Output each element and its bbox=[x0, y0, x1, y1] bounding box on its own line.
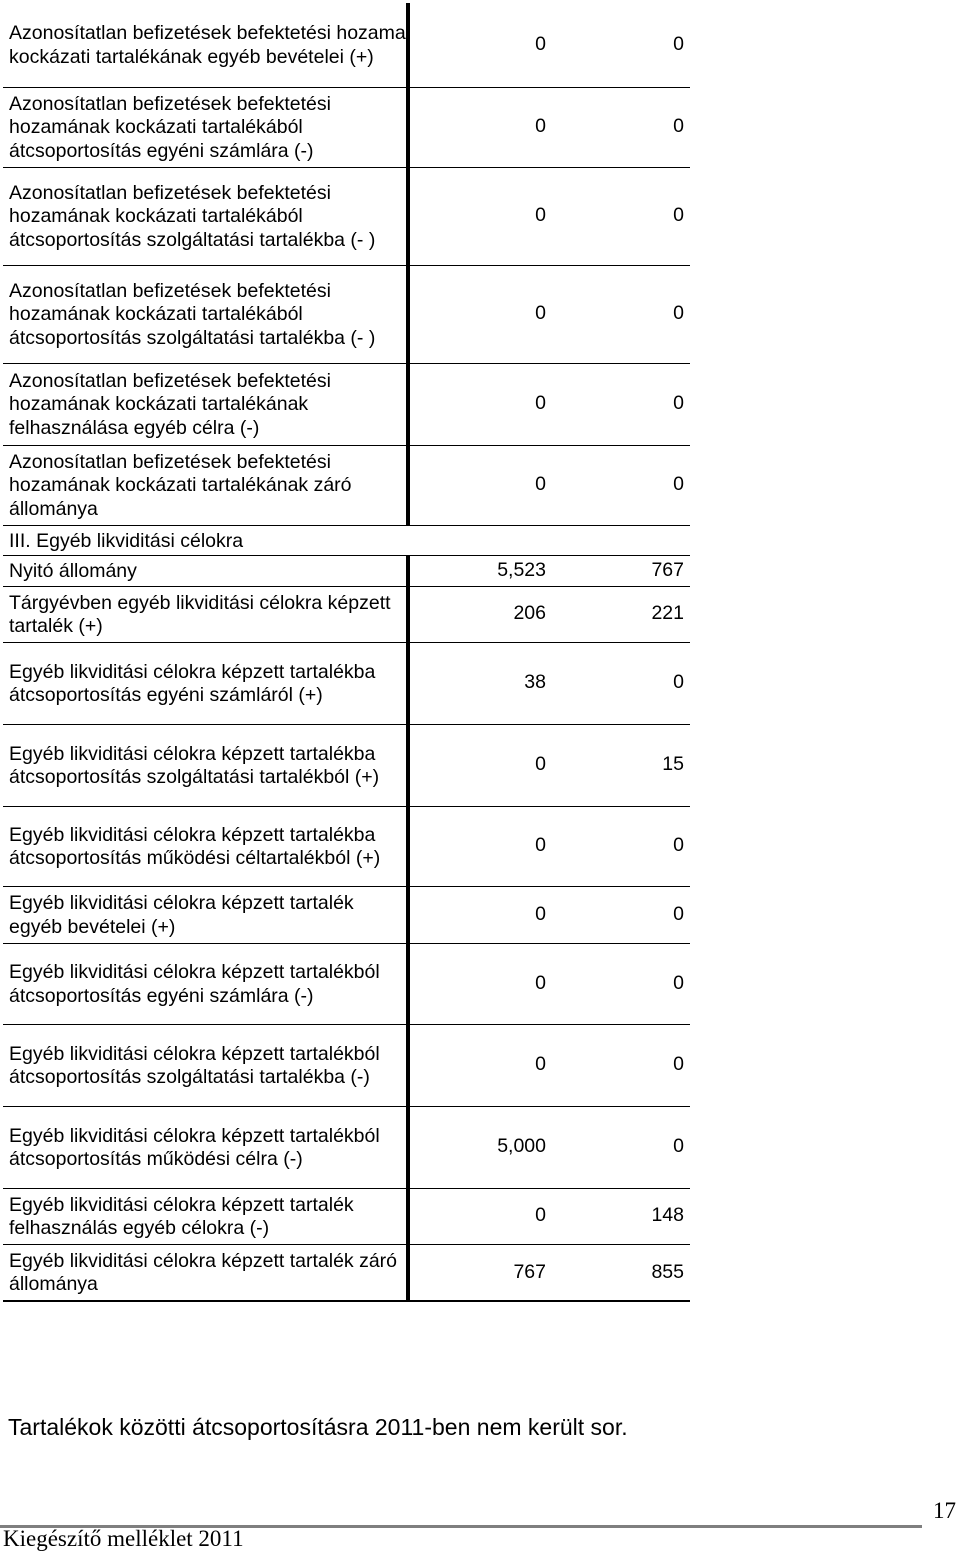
row-label: Azonosítatlan befizetések befektetési hozamának kockázati tartalékából átcsoportosítás szolgáltatási tartalékba (- ) bbox=[3, 265, 408, 363]
footnote-text: Tartalékok közötti átcsoportosításra 2011-ben nem került sor. bbox=[8, 1414, 628, 1440]
row-label: Egyéb likviditási célokra képzett tartalékba átcsoportosítás működési céltartalékból (+) bbox=[3, 806, 408, 886]
row-value-2010: 0 bbox=[408, 943, 546, 1024]
table-row bbox=[3, 87, 690, 167]
table-row bbox=[3, 1188, 690, 1244]
row-value-2010: 5,523 bbox=[408, 556, 546, 587]
table-row bbox=[3, 556, 690, 587]
row-value-2011: 0 bbox=[546, 167, 690, 265]
table-row bbox=[3, 724, 690, 806]
table-row bbox=[3, 806, 690, 886]
row-value-2010: 0 bbox=[408, 806, 546, 886]
row-value-2011: 0 bbox=[546, 445, 690, 525]
row-value-2011: 855 bbox=[546, 1244, 690, 1301]
row-value-2011: 0 bbox=[546, 1106, 690, 1188]
row-value-2010: 0 bbox=[408, 3, 546, 87]
row-value-2011: 0 bbox=[546, 265, 690, 363]
table-row bbox=[3, 3, 690, 87]
page-number: 17 bbox=[933, 1498, 956, 1523]
table-row bbox=[3, 445, 690, 525]
row-label: Azonosítatlan befizetések befektetési hozamának kockázati tartalékából átcsoportosítás egyéni számlára (-) bbox=[3, 87, 408, 167]
row-value-2011: 767 bbox=[546, 556, 690, 587]
section-title: III. Egyéb likviditási célokra bbox=[3, 525, 408, 556]
row-value-2010: 0 bbox=[408, 886, 546, 943]
row-label: Egyéb likviditási célokra képzett tartalékba átcsoportosítás egyéni számláról (+) bbox=[3, 642, 408, 724]
row-value-2011: 0 bbox=[546, 642, 690, 724]
row-value-2010: 0 bbox=[408, 363, 546, 445]
row-value-2010: 206 bbox=[408, 586, 546, 642]
row-value-2010: 38 bbox=[408, 642, 546, 724]
row-value-2011: 0 bbox=[546, 87, 690, 167]
row-value-2011: 15 bbox=[546, 724, 690, 806]
row-value-2010: 0 bbox=[408, 265, 546, 363]
table-row bbox=[3, 943, 690, 1024]
row-value-2010: 0 bbox=[408, 87, 546, 167]
row-value-2010: 0 bbox=[408, 445, 546, 525]
table-row bbox=[3, 1106, 690, 1188]
row-label: Egyéb likviditási célokra képzett tartalék felhasználás egyéb célokra (-) bbox=[3, 1188, 408, 1244]
row-value-2010: 0 bbox=[408, 1188, 546, 1244]
section-header-row bbox=[3, 525, 690, 556]
table-row bbox=[3, 265, 690, 363]
table-row bbox=[3, 1024, 690, 1106]
table-row bbox=[3, 586, 690, 642]
row-label: Egyéb likviditási célokra képzett tartalék egyéb bevételei (+) bbox=[3, 886, 408, 943]
row-value-2010 bbox=[408, 525, 546, 556]
row-value-2011 bbox=[546, 525, 690, 556]
row-value-2010: 0 bbox=[408, 167, 546, 265]
reserve-table bbox=[3, 3, 690, 1302]
row-label: Azonosítatlan befizetések befektetési hozamának kockázati tartalékának záró állománya bbox=[3, 445, 408, 525]
row-value-2010: 5,000 bbox=[408, 1106, 546, 1188]
table-row bbox=[3, 886, 690, 943]
row-value-2011: 0 bbox=[546, 806, 690, 886]
row-value-2011: 221 bbox=[546, 586, 690, 642]
table-row bbox=[3, 642, 690, 724]
row-value-2011: 0 bbox=[546, 886, 690, 943]
row-label: Egyéb likviditási célokra képzett tartalékból átcsoportosítás működési célra (-) bbox=[3, 1106, 408, 1188]
row-label: Nyitó állomány bbox=[3, 556, 408, 587]
row-label: Azonosítatlan befizetések befektetési hozamának kockázati tartalékából átcsoportosítás szolgáltatási tartalékba (- ) bbox=[3, 167, 408, 265]
row-label: Egyéb likviditási célokra képzett tartalékból átcsoportosítás szolgáltatási tartalékba (-) bbox=[3, 1024, 408, 1106]
row-value-2011: 0 bbox=[546, 1024, 690, 1106]
table-row bbox=[3, 167, 690, 265]
row-label: Egyéb likviditási célokra képzett tartalékba átcsoportosítás szolgáltatási tartalékból (+) bbox=[3, 724, 408, 806]
row-value-2011: 0 bbox=[546, 943, 690, 1024]
row-label: Egyéb likviditási célokra képzett tartalék záró állománya bbox=[3, 1244, 408, 1301]
row-value-2011: 0 bbox=[546, 363, 690, 445]
row-value-2010: 767 bbox=[408, 1244, 546, 1301]
row-value-2011: 0 bbox=[546, 3, 690, 87]
row-value-2010: 0 bbox=[408, 1024, 546, 1106]
row-value-2011: 148 bbox=[546, 1188, 690, 1244]
table-row bbox=[3, 1244, 690, 1301]
table-row bbox=[3, 363, 690, 445]
row-label: Azonosítatlan befizetések befektetési hozama kockázati tartalékának egyéb bevételei (+) bbox=[3, 3, 408, 87]
row-value-2010: 0 bbox=[408, 724, 546, 806]
footer-title: Kiegészítő melléklet 2011 bbox=[3, 1526, 244, 1551]
row-label: Azonosítatlan befizetések befektetési hozamának kockázati tartalékának felhasználása egyéb célra (-) bbox=[3, 363, 408, 445]
row-label: Tárgyévben egyéb likviditási célokra képzett tartalék (+) bbox=[3, 586, 408, 642]
row-label: Egyéb likviditási célokra képzett tartalékból átcsoportosítás egyéni számlára (-) bbox=[3, 943, 408, 1024]
